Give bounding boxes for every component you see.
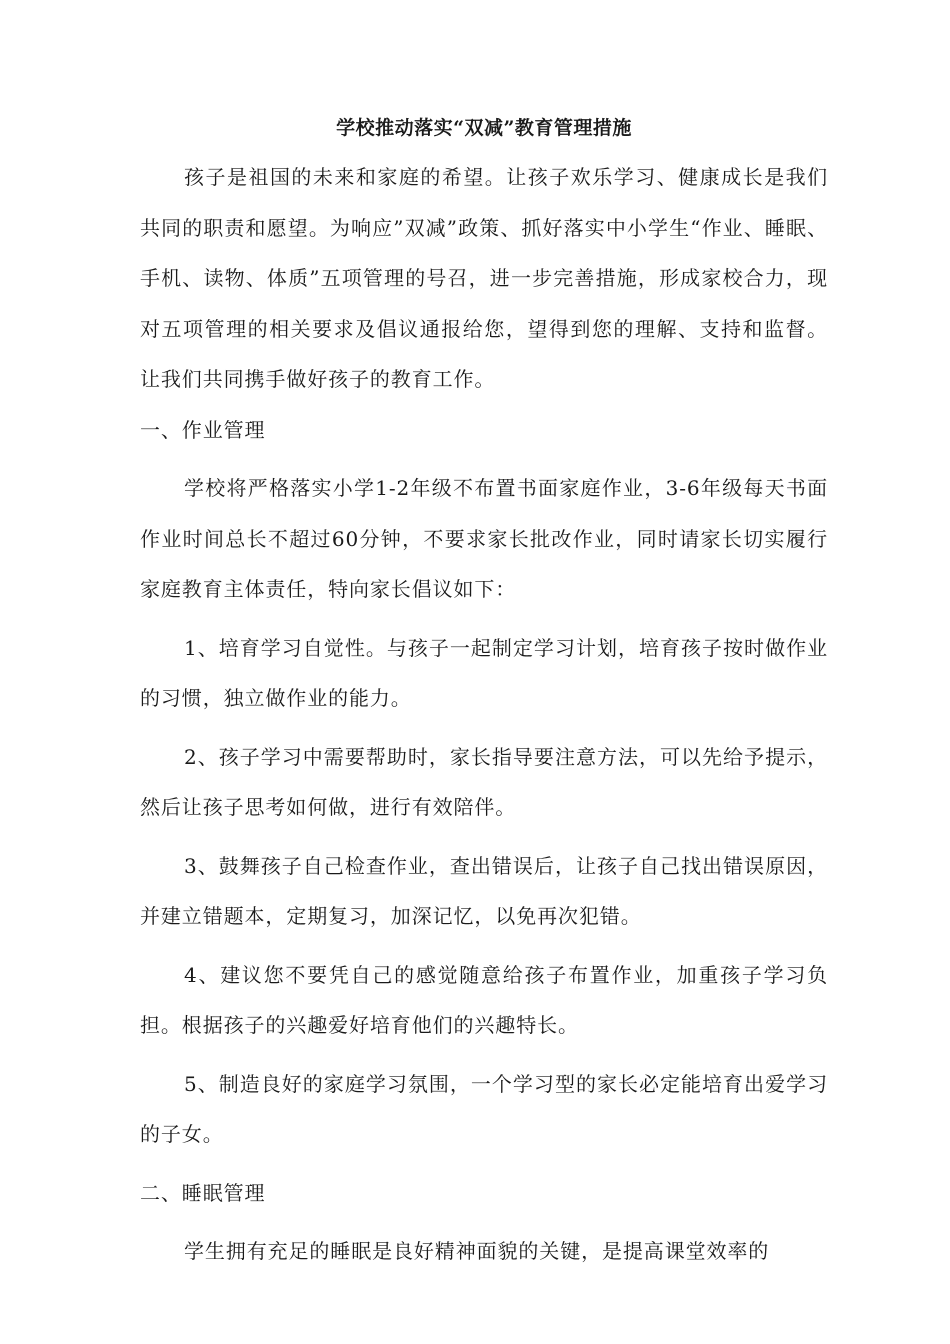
document-title: 学校推动落实“双减”教育管理措施: [336, 117, 632, 139]
section-heading-homework: 一、作业管理: [140, 417, 266, 442]
intro-paragraph: 孩子是祖国的未来和家庭的希望。让孩子欢乐学习、健康成长是我们共同的职责和愿望。为响应”双减”政策、抓好落实中小学生“作业、睡眠、手机、读物、体质”五项管理的号召，进一步完善措施，形成家校合力，现对五项管理的相关要求及倡议通报给您，望得到您的理解、支持和监督。让我们共同携手做好孩子的教育工作。: [140, 165, 828, 391]
sleep-paragraph: 学生拥有充足的睡眠是良好精神面貌的关键，是提高课堂效率的: [184, 1239, 770, 1263]
document-content: [140, 115, 828, 1277]
homework-policy-paragraph: 学校将严格落实小学1-2年级不布置书面家庭作业，3-6年级每天书面作业时间总长不超过60分钟，不要求家长批改作业，同时请家长切实履行家庭教育主体责任，特向家长倡议如下：: [140, 476, 828, 601]
section-heading-sleep: 二、睡眠管理: [140, 1180, 266, 1205]
homework-item-3: 3、鼓舞孩子自己检查作业，查出错误后，让孩子自己找出错误原因，并建立错题本，定期复习，加深记忆，以免再次犯错。: [140, 853, 828, 928]
homework-item-2: 2、孩子学习中需要帮助时，家长指导要注意方法，可以先给予提示，然后让孩子思考如何做，进行有效陪伴。: [140, 744, 828, 819]
homework-item-5: 5、制造良好的家庭学习氛围，一个学习型的家长必定能培育出爱学习的子女。: [140, 1071, 828, 1146]
homework-item-4: 4、建议您不要凭自己的感觉随意给孩子布置作业，加重孩子学习负担。根据孩子的兴趣爱好培育他们的兴趣特长。: [140, 962, 828, 1037]
homework-item-1: 1、培育学习自觉性。与孩子一起制定学习计划，培育孩子按时做作业的习惯，独立做作业的能力。: [140, 635, 828, 710]
